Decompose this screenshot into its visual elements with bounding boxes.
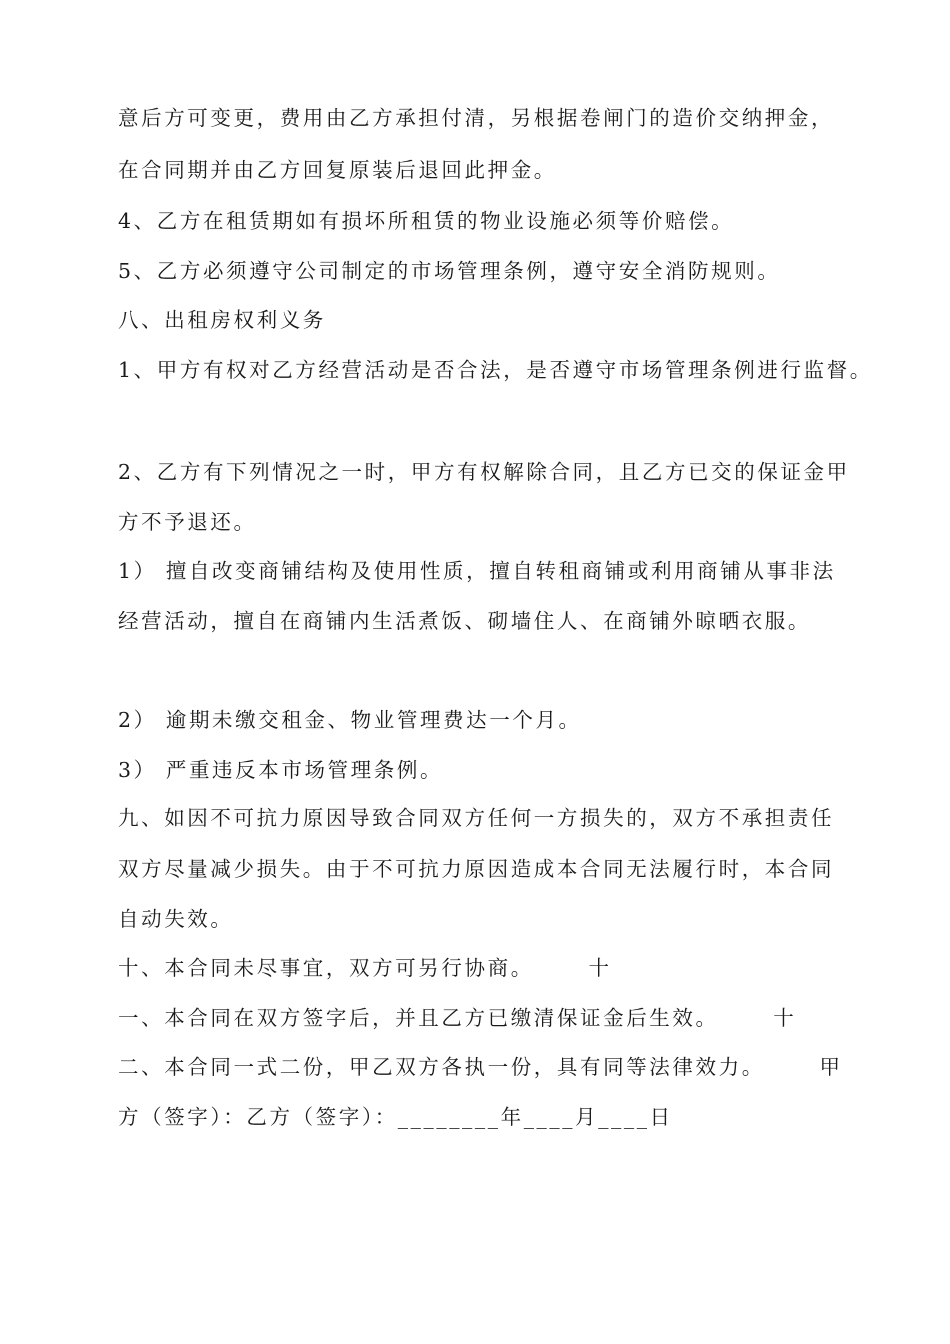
text-line-7: 2、乙方有下列情况之一时，甲方有权解除合同，且乙方已交的保证金甲: [118, 460, 850, 484]
text-line-14: 双方尽量减少损失。由于不可抗力原因造成本合同无法履行时，本合同: [118, 857, 835, 881]
text-line-2: 在合同期并由乙方回复原装后退回此押金。: [118, 158, 557, 182]
text-line-15: 自动失效。: [118, 907, 234, 931]
text-line-3: 4、乙方在租赁期如有损坏所租赁的物业设施必须等价赔偿。: [118, 209, 735, 233]
text-line-16: 十、本合同未尽事宜，双方可另行协商。 十: [118, 956, 612, 980]
text-line-9: 1） 擅自改变商铺结构及使用性质，擅自转租商铺或利用商铺从事非法: [118, 559, 836, 583]
text-line-6: 1、甲方有权对乙方经营活动是否合法，是否遵守市场管理条例进行监督。: [118, 358, 873, 382]
text-line-12: 3） 严重违反本市场管理条例。: [118, 758, 444, 782]
text-line-1: 意后方可变更，费用由乙方承担付清，另根据卷闸门的造价交纳押金，: [118, 106, 835, 130]
signature-line: 方（签字）：乙方（签字）：________年____月____日: [118, 1105, 673, 1129]
text-line-11: 2） 逾期未缴交租金、物业管理费达一个月。: [118, 708, 582, 732]
text-line-18: 二、本合同一式二份，甲乙双方各执一份，具有同等法律效力。 甲: [118, 1055, 843, 1079]
section-heading-8: 八、出租房权利义务: [118, 308, 326, 332]
text-line-8: 方不予退还。: [118, 510, 257, 534]
text-line-4: 5、乙方必须遵守公司制定的市场管理条例，遵守安全消防规则。: [118, 259, 781, 283]
text-line-17: 一、本合同在双方签字后，并且乙方已缴清保证金后生效。 十: [118, 1006, 797, 1030]
text-line-13: 九、如因不可抗力原因导致合同双方任何一方损失的，双方不承担责任: [118, 806, 835, 830]
text-line-10: 经营活动，擅自在商铺内生活煮饭、砌墙住人、在商铺外晾晒衣服。: [118, 609, 811, 633]
